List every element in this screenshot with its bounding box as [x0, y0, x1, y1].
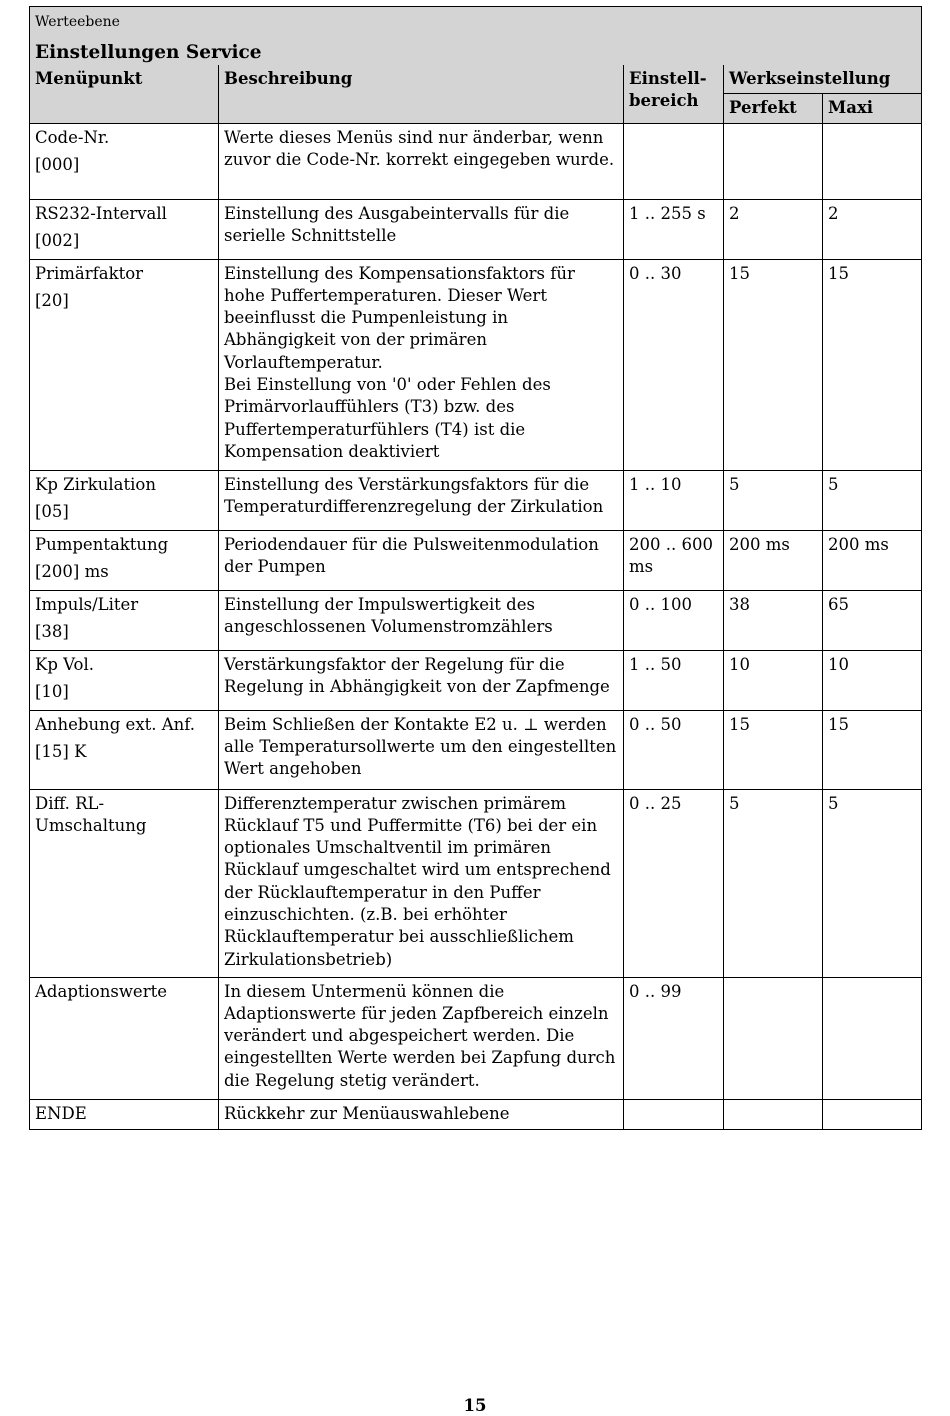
table-row: [30, 650, 922, 710]
menu-item-cell: [30, 199, 219, 259]
menu-item-name: ENDE: [35, 1103, 87, 1123]
description-cell: Periodendauer für die Pulsweitenmodulation der Pumpen: [219, 530, 624, 590]
range-cell: 0 .. 25: [624, 789, 724, 977]
table-title: Einstellungen Service: [35, 42, 262, 63]
maxi-cell: 200 ms: [823, 530, 922, 590]
column-header-row: [30, 65, 922, 94]
range-cell: 0 .. 30: [624, 259, 724, 470]
description-cell: Verstärkungsfaktor der Regelung für die Regelung in Abhängigkeit von der Zapfmenge: [219, 650, 624, 710]
menu-item-code: [20]: [35, 290, 69, 310]
range-cell: 1 .. 10: [624, 470, 724, 530]
maxi-cell: 2: [823, 199, 922, 259]
perfekt-cell: [724, 123, 823, 199]
col-range-header: Einstell- bereich: [624, 65, 724, 123]
perfekt-cell: 38: [724, 590, 823, 650]
description-text-2: Bei Einstellung von '0' oder Fehlen des Primärvorlauffühlers (T3) bzw. des Puffertemperaturfühlers (T4) ist die Kompensation deaktiviert: [224, 375, 551, 461]
menu-item-name: Primärfaktor: [35, 263, 144, 283]
table-row: [30, 259, 922, 470]
perfekt-cell: [724, 977, 823, 1099]
maxi-cell: 15: [823, 710, 922, 789]
menu-item-code: [000]: [35, 154, 80, 174]
menu-item-cell: [30, 259, 219, 470]
description-cell: [219, 259, 624, 470]
table-row: [30, 199, 922, 259]
range-cell: [624, 1099, 724, 1129]
range-cell: 0 .. 99: [624, 977, 724, 1099]
range-cell: 0 .. 50: [624, 710, 724, 789]
table-title-cell: [30, 7, 922, 66]
level-label: Werteebene: [35, 14, 120, 30]
perfekt-cell: 5: [724, 789, 823, 977]
page-number: 15: [463, 1396, 487, 1415]
description-cell: In diesem Untermenü können die Adaptionswerte für jeden Zapfbereich einzeln verändert und abgespeichert werden. Die eingestellten Werte werden bei Zapfung durch die Regelung stetig verändert.: [219, 977, 624, 1099]
description-cell: Einstellung der Impulswertigkeit des angeschlossenen Volumenstromzählers: [219, 590, 624, 650]
table-title-row: [30, 7, 922, 66]
menu-item-cell: [30, 470, 219, 530]
description-text: Einstellung des Kompensationsfaktors für hohe Puffertemperaturen. Dieser Wert beeinflusst die Pumpenleistung in Abhängigkeit von der primären Vorlauftemperatur.: [224, 263, 575, 372]
menu-item-code: [10]: [35, 681, 69, 701]
maxi-cell: 10: [823, 650, 922, 710]
perfekt-cell: 5: [724, 470, 823, 530]
menu-item-name: Adaptionswerte: [35, 981, 167, 1001]
menu-item-name: Impuls/Liter: [35, 594, 139, 614]
range-cell: 0 .. 100: [624, 590, 724, 650]
range-cell: 1 .. 50: [624, 650, 724, 710]
menu-item-cell: [30, 123, 219, 199]
menu-item-name: Anhebung ext. Anf.: [35, 714, 196, 734]
menu-item-cell: [30, 977, 219, 1099]
menu-item-name: Code-Nr.: [35, 127, 110, 147]
range-cell: 1 .. 255 s: [624, 199, 724, 259]
table-row: [30, 590, 922, 650]
menu-item-name: Kp Zirkulation: [35, 474, 156, 494]
maxi-cell: [823, 123, 922, 199]
table-row: [30, 977, 922, 1099]
table-row: [30, 530, 922, 590]
description-cell: Werte dieses Menüs sind nur änderbar, wenn zuvor die Code-Nr. korrekt eingegeben wurde.: [219, 123, 624, 199]
menu-item-name: RS232-Intervall: [35, 203, 167, 223]
perfekt-cell: 10: [724, 650, 823, 710]
description-cell: Einstellung des Verstärkungsfaktors für die Temperaturdifferenzregelung der Zirkulation: [219, 470, 624, 530]
table-row: [30, 789, 922, 977]
range-cell: [624, 123, 724, 199]
menu-item-code: [200] ms: [35, 561, 109, 581]
table-row: [30, 470, 922, 530]
perfekt-cell: 200 ms: [724, 530, 823, 590]
maxi-cell: 65: [823, 590, 922, 650]
maxi-cell: 5: [823, 789, 922, 977]
maxi-cell: [823, 1099, 922, 1129]
menu-item-cell: [30, 1099, 219, 1129]
menu-item-name: Diff. RL-Umschaltung: [35, 793, 147, 835]
maxi-cell: [823, 977, 922, 1099]
col-maxi-header: Maxi: [823, 94, 922, 123]
table-row: [30, 123, 922, 199]
menu-item-code: [002]: [35, 230, 80, 250]
menu-item-cell: [30, 710, 219, 789]
menu-item-cell: [30, 590, 219, 650]
col-perfekt-header: Perfekt: [724, 94, 823, 123]
table-row: [30, 710, 922, 789]
service-settings-table: [29, 6, 922, 1130]
description-cell: Rückkehr zur Menüauswahlebene: [219, 1099, 624, 1129]
menu-item-code: [05]: [35, 501, 69, 521]
col-menu-header: Menüpunkt: [30, 65, 219, 123]
perfekt-cell: 15: [724, 710, 823, 789]
menu-item-name: Kp Vol.: [35, 654, 94, 674]
perfekt-cell: 15: [724, 259, 823, 470]
description-cell: Einstellung des Ausgabeintervalls für die serielle Schnittstelle: [219, 199, 624, 259]
menu-item-cell: [30, 650, 219, 710]
table-row: [30, 1099, 922, 1129]
col-factory-header: Werkseinstellung: [724, 65, 922, 94]
menu-item-code: [15] K: [35, 741, 87, 761]
menu-item-name: Pumpentaktung: [35, 534, 169, 554]
menu-item-cell: [30, 789, 219, 977]
maxi-cell: 15: [823, 259, 922, 470]
perfekt-cell: 2: [724, 199, 823, 259]
maxi-cell: 5: [823, 470, 922, 530]
menu-item-cell: [30, 530, 219, 590]
description-cell: Differenztemperatur zwischen primärem Rücklauf T5 und Puffermitte (T6) bei der ein optionales Umschaltventil im primären Rücklauf umgeschaltet wird um entsprechend der Rücklauftemperatur in den Puffer einzuschichten. (z.B. bei erhöhter Rücklauftemperatur bei ausschließlichem Zirkulationsbetrieb): [219, 789, 624, 977]
description-cell: Beim Schließen der Kontakte E2 u. ⊥ werden alle Temperatursollwerte um den eingestellten Wert angehoben: [219, 710, 624, 789]
col-desc-header: Beschreibung: [219, 65, 624, 123]
range-cell: 200 .. 600 ms: [624, 530, 724, 590]
menu-item-code: [38]: [35, 621, 69, 641]
perfekt-cell: [724, 1099, 823, 1129]
